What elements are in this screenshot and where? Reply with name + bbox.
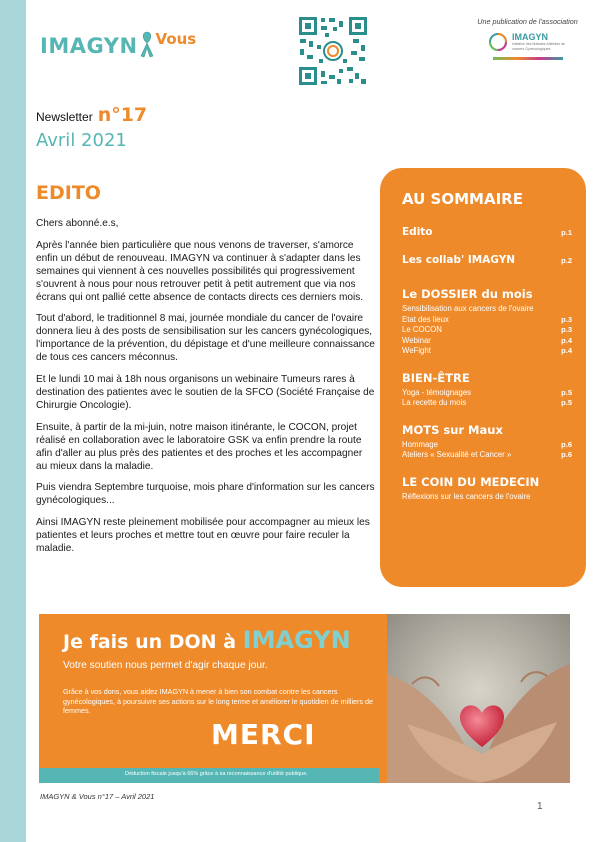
newsletter-label: Newsletter	[36, 110, 93, 124]
toc-item-page: p.1	[561, 228, 572, 237]
toc-item-label: Webinar	[402, 335, 431, 345]
footer-text: IMAGYN & Vous n°17 – Avril 2021	[40, 792, 155, 801]
toc-section-dossier: Le DOSSIER du mois	[402, 287, 533, 301]
toc-item-label: Edito	[402, 226, 433, 238]
association-block	[470, 17, 585, 60]
toc-item-label: Etat des lieux	[402, 314, 449, 324]
association-logo	[470, 32, 585, 52]
toc-item[interactable]	[402, 440, 572, 451]
association-tagline: Une publication de l'association	[477, 17, 578, 26]
toc-item-page: p.4	[561, 335, 572, 345]
toc-item-page: p.6	[561, 439, 572, 449]
toc-item-label: Les collab' IMAGYN	[402, 254, 516, 266]
association-subtitle: Initiative des Malades Atteintes de cancers Gynécologiques	[512, 42, 565, 51]
toc-dossier-intro: Sensibilisation aux cancers de l'ovaire	[402, 304, 534, 313]
edito-body	[36, 218, 376, 565]
toc-item[interactable]	[402, 398, 572, 409]
toc-item[interactable]	[402, 325, 572, 336]
association-circle-icon	[488, 32, 508, 52]
imagyn-vous-logo	[40, 26, 196, 58]
hands-heart-photo	[387, 614, 570, 783]
edito-title: EDITO	[36, 182, 101, 204]
association-color-bar	[493, 57, 563, 60]
banner-text: Grâce à vos dons, vous aidez IMAGYN à mener à bien son combat contre les cancers gynécologiques, à poursuivre ses actions sur le long terme et améliorer le quotidien de milliers de femmes.	[63, 687, 374, 715]
banner-footnote: Déduction fiscale jusqu'à 66% grâce à sa reconnaissance d'utilité publique.	[125, 771, 308, 777]
toc-item-page: p.6	[561, 450, 572, 459]
toc-item-page: p.3	[561, 325, 572, 334]
toc-section-bien-etre: BIEN-ÊTRE	[402, 370, 470, 385]
qr-code[interactable]	[297, 15, 369, 87]
banner-title	[63, 626, 351, 654]
banner-title-brand: IMAGYN	[242, 626, 351, 654]
edito-paragraph: Tout d'abord, le traditionnel 8 mai, journée mondiale du cancer de l'ovaire donnera lieu à des posts de sensibilisation sur les cancers gynécologiques, l'importance de la prévention, du dépistage et d'une meilleure connaissance de tous ces cancers méconnus.	[36, 313, 375, 364]
toc-medecin-intro: Réflexions sur les cancers de l'ovaire	[402, 491, 531, 501]
edito-paragraph: Ainsi IMAGYN reste pleinement mobilisée pour accompagner au mieux les patientes et leurs proches et mettre tout en œuvre pour faire reculer la maladie.	[36, 517, 370, 555]
edito-paragraph: Ensuite, à partir de la mi-juin, notre maison itinérante, le COCON, projet réalisé en collaboration avec le laboratoire GSK va enfin prendre la route afin d'aller au plus près des patientes et des proches et les accompagner au mieux dans la maladie.	[36, 421, 363, 472]
toc-item-label: Yoga - témoignages	[402, 387, 472, 397]
toc-item-page: p.5	[561, 387, 572, 397]
toc-title: AU SOMMAIRE	[402, 190, 523, 208]
toc-item[interactable]	[402, 315, 572, 326]
logo-suffix-text: Vous	[155, 30, 197, 48]
banner-thanks: MERCI	[211, 718, 316, 751]
toc-item-page: p.4	[561, 346, 572, 355]
toc-section-mots: MOTS sur Maux	[402, 422, 503, 437]
issue-number: n°17	[97, 104, 148, 126]
toc-item[interactable]	[402, 388, 572, 399]
donation-banner[interactable]	[39, 614, 570, 783]
toc-item[interactable]	[402, 346, 572, 357]
toc-item-page: p.2	[561, 256, 572, 265]
toc-item-page: p.3	[561, 314, 572, 324]
toc-item-page: p.5	[561, 398, 572, 407]
toc-item-label: La recette du mois	[402, 398, 467, 407]
association-name: IMAGYN	[512, 32, 548, 43]
toc-item-label: Hommage	[402, 439, 438, 449]
toc-item[interactable]	[402, 450, 572, 461]
toc-item-label: Le COCON	[402, 325, 442, 334]
ribbon-icon	[139, 30, 155, 58]
page-number: 1	[537, 801, 543, 812]
table-of-contents	[380, 168, 586, 587]
banner-title-prefix: Je fais un DON à	[63, 631, 237, 653]
edito-paragraph: Chers abonné.e.s,	[36, 218, 119, 229]
edito-paragraph: Puis viendra Septembre turquoise, mois phare d'information sur les cancers gynécologiques...	[36, 482, 375, 507]
toc-item[interactable]	[402, 336, 572, 347]
issue-date: Avril 2021	[36, 130, 127, 151]
edito-paragraph: Après l'année bien particulière que nous venons de traverser, s'amorce enfin un début de renouveau. IMAGYN va continuer à s'adapter dans les semaines qui viennent à ces nouvelles possibilités qui progressivement s'ouvrent à nous pour nous retrouver petit à petit autrement que via nos écrans qui ont pallié cette absence de contacts directs ces derniers mois.	[36, 239, 364, 303]
left-color-stripe	[0, 0, 26, 842]
toc-item-label: Ateliers « Sexualité et Cancer »	[402, 450, 512, 459]
toc-item-edito[interactable]	[402, 226, 572, 238]
toc-item-collab[interactable]	[402, 254, 572, 266]
edito-paragraph: Et le lundi 10 mai à 18h nous organisons un webinaire Tumeurs rares à destination des patientes avec le soutien de la SFCO (Société Française de Chirurgie Oncologie).	[36, 374, 375, 411]
logo-main-text: IMAGYN	[40, 34, 138, 58]
toc-section-medecin: LE COIN DU MEDECIN	[402, 474, 540, 489]
toc-item-label: WeFight	[402, 346, 431, 355]
banner-subtitle: Votre soutien nous permet d'agir chaque jour.	[63, 660, 268, 671]
newsletter-heading	[36, 104, 147, 126]
